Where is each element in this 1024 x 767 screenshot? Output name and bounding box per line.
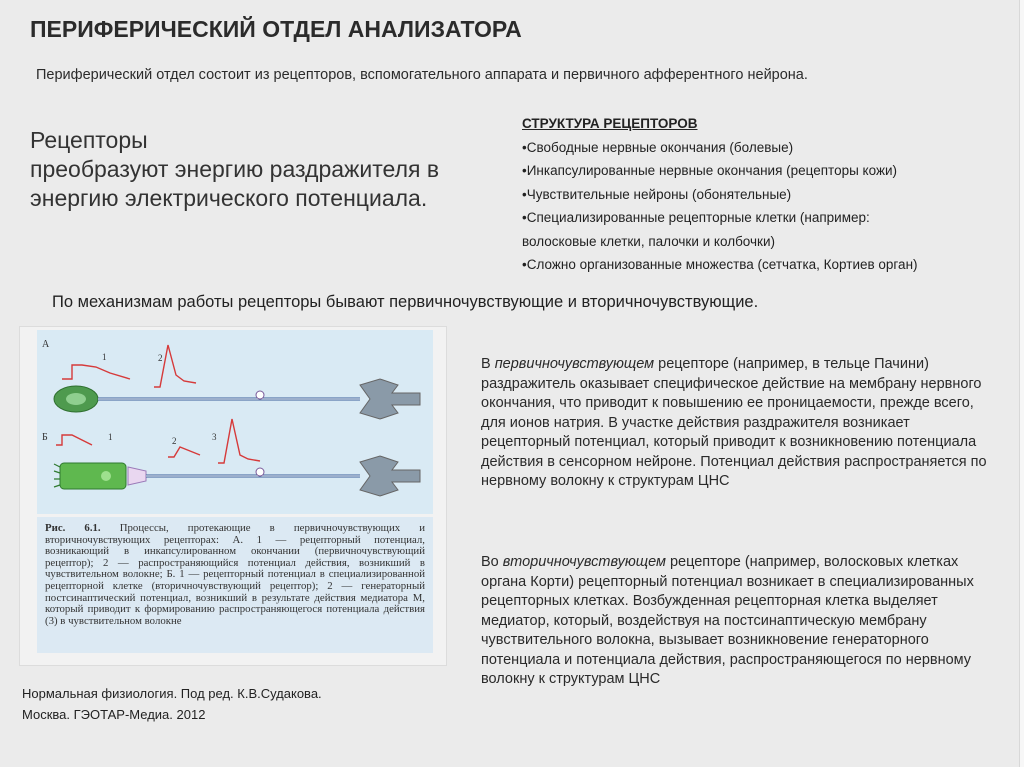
label-b: Б <box>42 432 48 443</box>
list-item: •Чувствительные нейроны (обонятельные) <box>522 186 792 202</box>
figure-caption-id: Рис. 6.1. <box>45 522 101 534</box>
slide-subtitle: Периферический отдел состоит из рецепторов, вспомогательного аппарата и первичного афферентного нейрона. <box>36 67 808 83</box>
paragraph-term: вторичночувствующем <box>502 554 666 570</box>
curve-number-a2: 2 <box>158 353 163 363</box>
curve-number-b3: 3 <box>212 432 217 442</box>
hair-cell <box>60 463 126 489</box>
slide-right-edge <box>1019 0 1024 767</box>
receptors-statement-line: энергию электрического потенциала. <box>30 185 428 211</box>
secondary-receptor-paragraph <box>481 553 1001 690</box>
pacini-core <box>66 393 86 405</box>
hair-cell-nucleus <box>101 471 111 481</box>
list-item: •Инкапсулированные нервные окончания (рецепторы кожи) <box>522 163 898 178</box>
receptors-statement-line: преобразуют энергию раздражителя в <box>30 156 440 182</box>
list-item: волосковые клетки, палочки и колбочки) <box>522 233 775 249</box>
receptor-figure <box>19 326 447 666</box>
curve-number-b1: 1 <box>108 432 113 442</box>
source-line: Москва. ГЭОТАР-Медиа. 2012 <box>22 707 206 722</box>
paragraph-text: рецепторе (например, волосковых клетках органа Корти) рецепторный потенциал возникает в специализированных рецепторных клетках. Возбужденная рецепторная клетка выделяет медиатор, который, воздействуя на постсинаптическую мембрану чувствительного волокна, вызывает возникновение генераторного потенциала и потенциала действия, распространяющегося по нервному волокну к структурам ЦНС <box>481 554 974 687</box>
source-citation <box>22 683 322 725</box>
paragraph-text: Во <box>481 554 503 570</box>
figure-caption-text: Процессы, протекающие в первичночувствующих и вторичночувствующих рецепторах: А. 1 — рецепторный потенциал, возникающий в инкапсулированном окончании (первичночувствующий рецептор); 2 — распространяющийся потенциал действия, возникший в чувствительном волокне; Б. 1 — рецепторный потенциал в специализированной рецепторной клетке (вторичночувствующий рецептор); 2 — генераторный постсинаптический потенциал, возникший в результате действия медиатора М, который приводит к формированию распространяющегося потенциала действия (3) в чувствительном волокне <box>45 522 426 627</box>
list-item: •Свободные нервные окончания (болевые) <box>522 139 794 155</box>
paragraph-term: первичночувствующем <box>494 356 655 372</box>
primary-receptor-paragraph <box>481 355 1001 492</box>
receptors-statement <box>30 126 490 213</box>
curve-number-a1: 1 <box>102 352 107 362</box>
mechanism-statement: По механизмам работы рецепторы бывают первичночувствующие и вторичночувствующие. <box>52 293 759 311</box>
figure-caption <box>37 517 433 653</box>
receptor-structure-heading: СТРУКТУРА РЕЦЕПТОРОВ <box>522 116 698 131</box>
receptor-structure-list <box>522 112 1002 277</box>
slide-title: ПЕРИФЕРИЧЕСКИЙ ОТДЕЛ АНАЛИЗАТОРА <box>30 16 522 42</box>
paragraph-text: В <box>481 356 495 372</box>
source-line: Нормальная физиология. Под ред. К.В.Судакова. <box>22 686 322 701</box>
node-a <box>256 391 264 399</box>
label-a: А <box>42 339 50 350</box>
receptors-statement-line: Рецепторы <box>30 127 148 153</box>
list-item: •Сложно организованные множества (сетчатка, Кортиев орган) <box>522 257 918 272</box>
list-item: •Специализированные рецепторные клетки (например: <box>522 210 870 225</box>
paragraph-text: рецепторе (например, в тельце Пачини) раздражитель оказывает специфическое действие на мембрану нервного окончания, что приводит к повышению ее проницаемости, прежде всего, для ионов натрия. В участке действия раздражителя возникает рецепторный потенциал, который приводит к возникновению потенциала действия в сенсорном нейроне. Потенциал действия распространяется по нервному волокну к структурам ЦНС <box>481 356 987 489</box>
node-b <box>256 468 264 476</box>
curve-number-b2: 2 <box>172 436 177 446</box>
